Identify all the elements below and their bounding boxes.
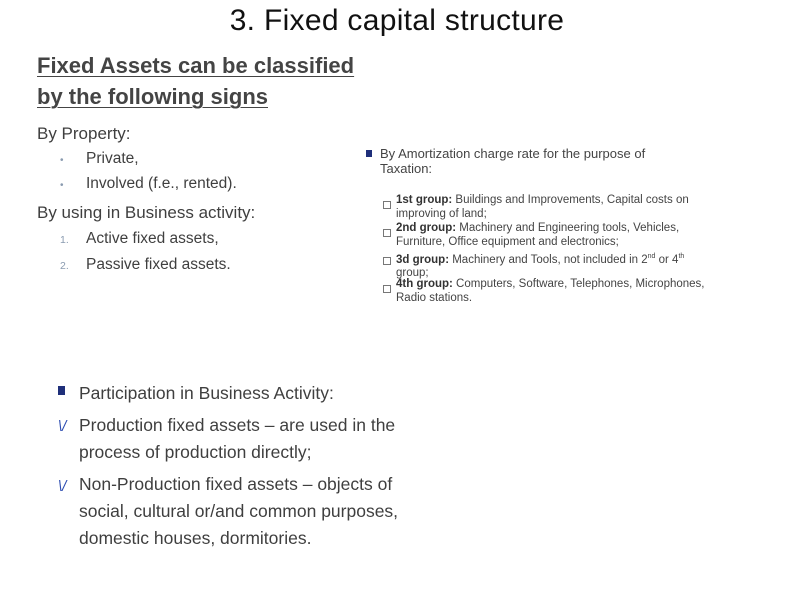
group-text: or 4 [655,253,679,266]
by-using-label: By using in Business activity: [37,203,256,222]
heading-line-1: Fixed Assets can be classified [37,53,355,78]
list-item: Involved (f.e., rented). [86,175,237,192]
group-text: Computers, Software, Telephones, Microphones, [452,278,705,290]
non-production-line-1: Non-Production fixed assets – objects of [79,474,393,494]
by-property-label: By Property: [37,124,131,143]
checkbox-icon [383,224,391,242]
square-bullet-icon [366,150,372,157]
section-heading [37,50,354,112]
list-item: Passive fixed assets. [86,256,231,273]
superscript: th [678,253,685,260]
group-label: 2nd group: [396,222,457,234]
checkbox-icon [383,280,391,298]
list-number: 1. [60,234,69,246]
checkbox-icon [383,196,391,214]
production-line-2: process of production directly; [79,442,312,462]
list-item: Private, [86,150,139,167]
slide-title: 3. Fixed capital structure [229,4,565,37]
bullet-marker: • [60,180,64,191]
square-bullet-icon [58,386,65,395]
participation-label: Participation in Business Activity: [79,383,334,403]
checkbox-icon [383,252,391,270]
list-item: Active fixed assets, [86,230,219,247]
group-text: Furniture, Office equipment and electronics; [396,235,619,248]
check-mark-icon: \/ [58,418,67,435]
amortization-heading [380,146,645,176]
non-production-line-2: social, cultural or/and common purposes, [79,501,399,521]
group-text: Machinery and Engineering tools, Vehicles, [456,222,680,234]
group-text: Radio stations. [396,291,473,304]
amortization-line-2: Taxation: [380,161,433,176]
group-item [396,194,689,221]
bullet-marker: • [60,155,64,166]
group-text: improving of land; [396,207,487,220]
heading-line-2: by the following signs [37,84,268,109]
superscript: nd [647,253,656,260]
group-label: 3d group: [396,253,450,266]
amortization-line-1: By Amortization charge rate for the purpose of [380,146,646,161]
group-item [396,278,705,305]
production-line-1: Production fixed assets – are used in the [79,415,396,435]
group-text: group; [396,267,429,280]
group-label: 4th group: [396,278,453,290]
group-text: Buildings and Improvements, Capital costs on [452,194,689,206]
non-production-item [79,471,398,552]
non-production-line-3: domestic houses, dormitories. [79,528,312,548]
production-item [79,412,395,466]
group-text: Machinery and Tools, not included in 2 [449,253,648,266]
group-label: 1st group: [396,194,453,206]
group-item [396,250,684,281]
group-item [396,222,679,249]
check-mark-icon: \/ [58,478,67,495]
list-number: 2. [60,260,69,272]
